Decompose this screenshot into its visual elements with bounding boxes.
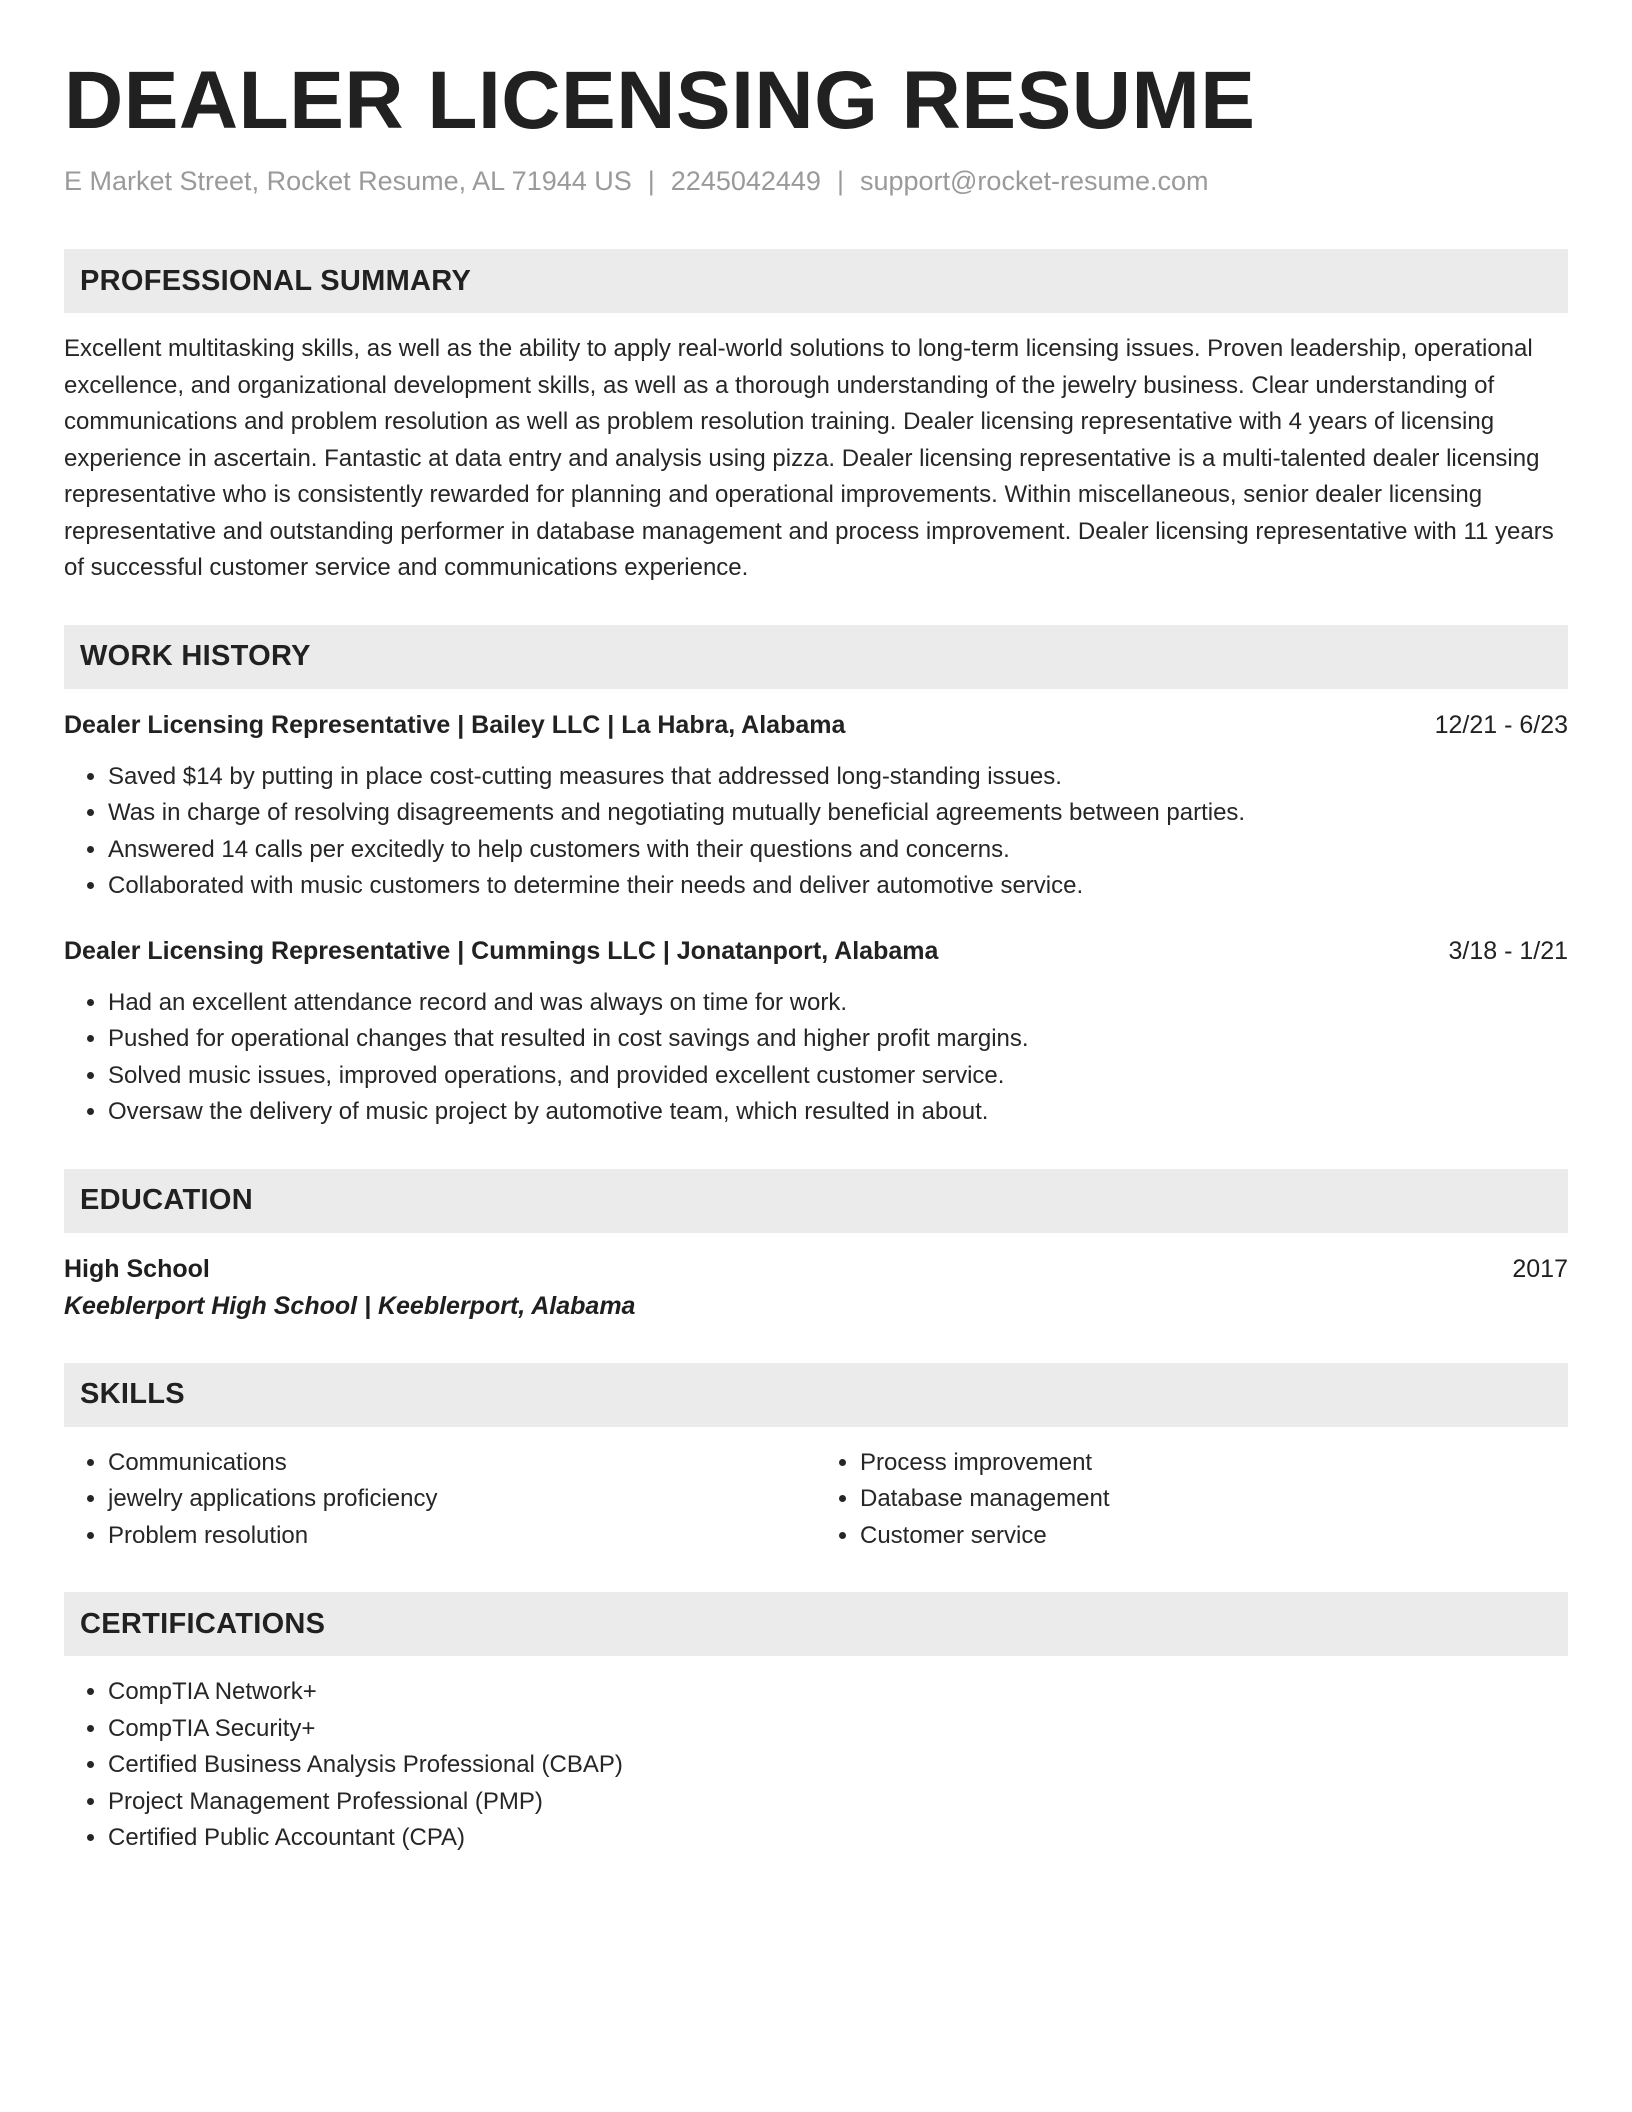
skill-item: • Customer service xyxy=(860,1518,1568,1555)
certifications-header-bar xyxy=(64,1592,1568,1656)
job-bullet: • Was in charge of resolving disagreements and negotiating mutually beneficial agreements between parties. xyxy=(108,795,1568,832)
summary-heading: PROFESSIONAL SUMMARY xyxy=(80,264,472,297)
skill-item: • Database management xyxy=(860,1481,1568,1518)
certification-item: • Certified Business Analysis Professional (CBAP) xyxy=(108,1747,1568,1784)
skills-grid xyxy=(64,1445,1568,1555)
job-bullet: • Saved $14 by putting in place cost-cutting measures that addressed long-standing issues. xyxy=(108,759,1568,796)
education-school: Keeblerport High School | Keeblerport, Alabama xyxy=(64,1291,636,1320)
job-entry xyxy=(64,707,1568,905)
job-header xyxy=(64,707,1568,743)
job-bullet: • Collaborated with music customers to determine their needs and deliver automotive service. xyxy=(108,868,1568,905)
contact-line xyxy=(64,164,1568,199)
education-header-bar xyxy=(64,1169,1568,1233)
skill-item: • jewelry applications proficiency xyxy=(108,1481,816,1518)
job-bullet: • Pushed for operational changes that resulted in cost savings and higher profit margins. xyxy=(108,1021,1568,1058)
job-bullet: • Solved music issues, improved operations, and provided excellent customer service. xyxy=(108,1058,1568,1095)
education-degree: High School xyxy=(64,1254,210,1283)
education-section xyxy=(64,1169,1568,1325)
job-header xyxy=(64,933,1568,969)
contact-phone: 2245042449 xyxy=(670,166,821,197)
work-history-section xyxy=(64,625,1568,1131)
skills-section xyxy=(64,1363,1568,1555)
job-bullet: • Oversaw the delivery of music project by automotive team, which resulted in about. xyxy=(108,1094,1568,1131)
job-title: Dealer Licensing Representative | Bailey LLC | La Habra, Alabama xyxy=(64,710,846,739)
job-dates: 12/21 - 6/23 xyxy=(1434,710,1568,739)
education-entry xyxy=(64,1251,1568,1325)
summary-section xyxy=(64,249,1568,587)
job-bullets xyxy=(64,985,1568,1131)
skills-header-bar xyxy=(64,1363,1568,1427)
job-dates: 3/18 - 1/21 xyxy=(1448,936,1568,965)
contact-email: support@rocket-resume.com xyxy=(859,166,1209,197)
job-title: Dealer Licensing Representative | Cummings LLC | Jonatanport, Alabama xyxy=(64,936,939,965)
skill-item: • Problem resolution xyxy=(108,1518,816,1555)
contact-separator: | xyxy=(647,166,655,197)
education-year: 2017 xyxy=(1512,1254,1568,1283)
skills-heading: SKILLS xyxy=(80,1378,185,1411)
certifications-heading: CERTIFICATIONS xyxy=(80,1607,326,1640)
education-header xyxy=(64,1251,1568,1287)
contact-separator: | xyxy=(836,166,844,197)
job-bullet: • Had an excellent attendance record and was always on time for work. xyxy=(108,985,1568,1022)
job-bullets xyxy=(64,759,1568,905)
certifications-section xyxy=(64,1592,1568,1857)
certification-item: • CompTIA Network+ xyxy=(108,1674,1568,1711)
skill-item: • Communications xyxy=(108,1445,816,1482)
contact-address: E Market Street, Rocket Resume, AL 71944 US xyxy=(64,166,632,197)
resume-title: DEALER LICENSING RESUME xyxy=(64,55,1256,146)
work-history-heading: WORK HISTORY xyxy=(80,640,311,673)
job-entry xyxy=(64,933,1568,1131)
skills-list-left xyxy=(64,1445,816,1555)
certification-item: • CompTIA Security+ xyxy=(108,1711,1568,1748)
certifications-list xyxy=(64,1674,1568,1857)
work-history-header-bar xyxy=(64,625,1568,689)
certification-item: • Project Management Professional (PMP) xyxy=(108,1784,1568,1821)
job-bullet: • Answered 14 calls per excitedly to help customers with their questions and concerns. xyxy=(108,832,1568,869)
summary-text: Excellent multitasking skills, as well as the ability to apply real-world solutions to long-term licensing issues. Proven leadership, operational excellence, and organizational development skills, as well as a thorough understanding of the jewelry business. Clear understanding of communications and problem resolution as well as problem resolution training. Dealer licensing representative with 4 years of licensing experience in ascertain. Fantastic at data entry and analysis using pizza. Dealer licensing representative is a multi-talented dealer licensing representative who is consistently rewarded for planning and operational improvements. Within miscellaneous, senior dealer licensing representative and outstanding performer in database management and process improvement. Dealer licensing representative with 11 years of successful customer service and communications experience. xyxy=(64,335,1554,582)
summary-header-bar xyxy=(64,249,1568,313)
skill-item: • Process improvement xyxy=(860,1445,1568,1482)
certification-item: • Certified Public Accountant (CPA) xyxy=(108,1820,1568,1857)
skills-list-right xyxy=(816,1445,1568,1555)
education-heading: EDUCATION xyxy=(80,1184,253,1217)
